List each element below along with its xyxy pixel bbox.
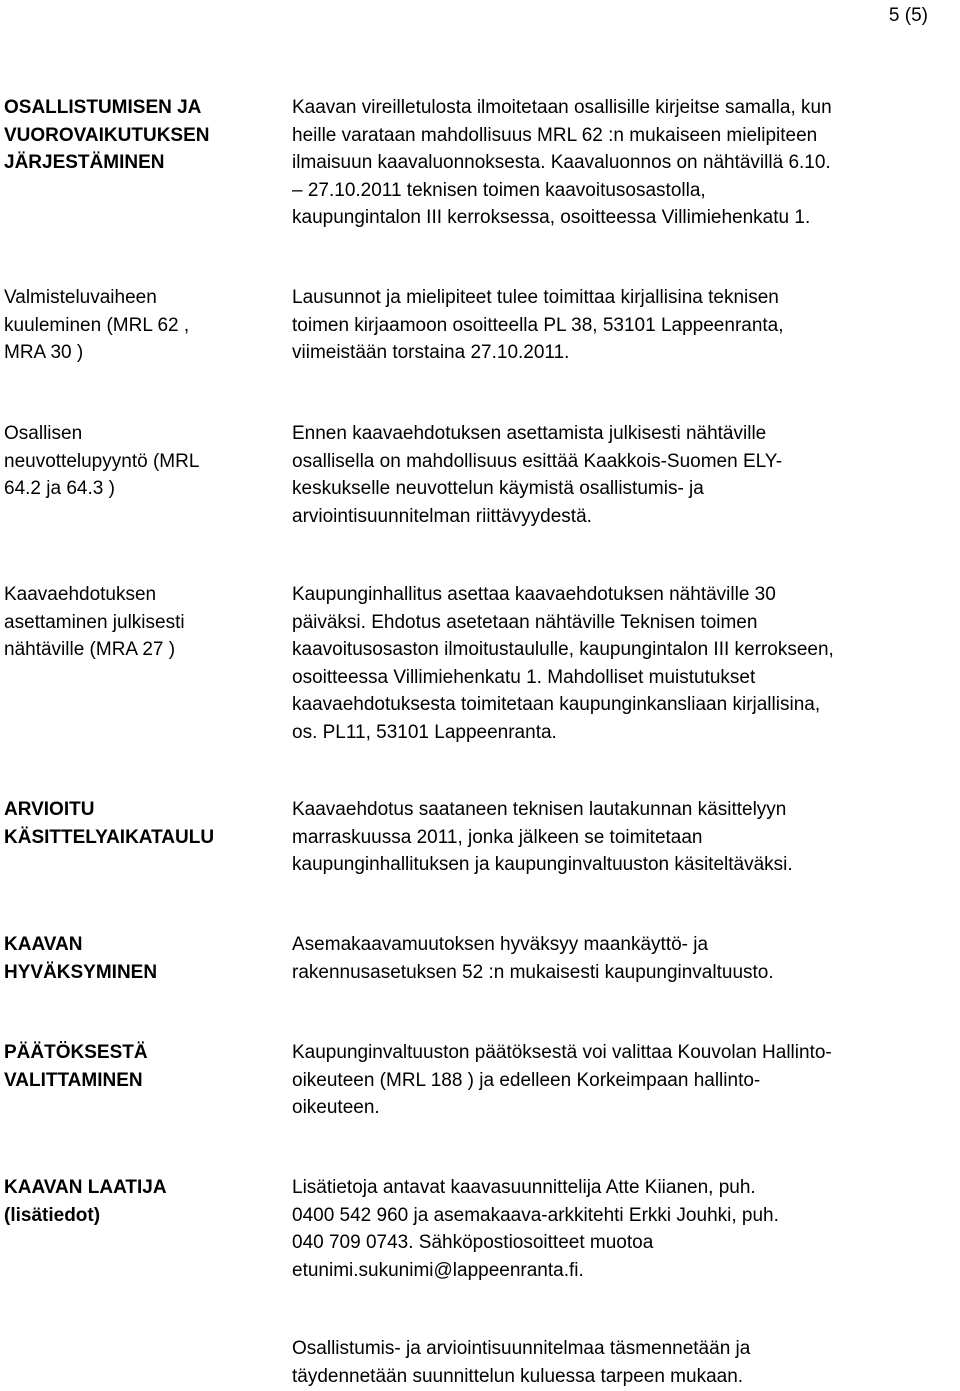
section-content: Kaavan vireilletulosta ilmoitetaan osallisille kirjeitse samalla, kun heille varataan mahdollisuus MRL 62 :n mukaiseen mielipiteen ilmaisuun kaavaluonnoksesta. Kaavaluonnos on nähtävillä 6.10. – 27.10.2011 teknisen toimen kaavoitusosastolla, kaupungintalon III kerroksessa, osoitteessa Villimiehenkatu 1. — [292, 97, 832, 228]
page-number: 5 (5) — [888, 5, 928, 26]
section-label: Valmisteluvaiheen kuuleminen (MRL 62 , MRA 30 ) — [4, 287, 190, 363]
section-content: Kaupunginhallitus asettaa kaavaehdotuksen nähtäville 30 päiväksi. Ehdotus asetetaan nähtäville Teknisen toimen kaavoitusosaston ilmoitustaululle, kaupungintalon III kerrokseen, osoitteessa Villimiehenkatu 1. Mahdolliset muistutukset kaavaehdotuksesta toimitetaan kaupunginkansliaan kirjallisina, os. PL11, 53101 Lappeenranta. — [292, 584, 834, 743]
section-content: Kaupunginvaltuuston päätöksestä voi valittaa Kouvolan Hallinto- oikeuteen (MRL 188 ) ja edelleen Korkeimpaan hallinto- oikeuteen. — [292, 1042, 832, 1118]
section-content: Ennen kaavaehdotuksen asettamista julkisesti nähtäville osallisella on mahdollisuus esittää Kaakkois-Suomen ELY- keskukselle neuvottelun käymistä osallistumis- ja arviointisuunnitelman riittävyydestä. — [292, 423, 783, 527]
section-content: Asemakaavamuutoksen hyväksyy maankäyttö- ja rakennusasetuksen 52 :n mukaisesti kaupunginvaltuusto. — [292, 934, 774, 983]
section-label: ARVIOITU KÄSITTELYAIKATAULU — [4, 799, 215, 848]
closing-note-text: Osallistumis- ja arviointisuunnitelmaa täsmennetään ja täydennetään suunnittelun kuluessa tarpeen mukaan. — [292, 1338, 751, 1387]
section-content: Kaavaehdotus saataneen teknisen lautakunnan käsittelyyn marraskuussa 2011, jonka jälkeen se toimitetaan kaupunginhallituksen ja kaupunginvaltuuston käsiteltäväksi. — [292, 799, 793, 875]
section-label: OSALLISTUMISEN JA VUOROVAIKUTUKSEN JÄRJESTÄMINEN — [4, 97, 210, 173]
section-label: KAAVAN LAATIJA (lisätiedot) — [4, 1177, 167, 1226]
section-content: Lisätietoja antavat kaavasuunnittelija Atte Kiianen, puh. 0400 542 960 ja asemakaava-arkkitehti Erkki Jouhki, puh. 040 709 0743. Sähköpostiosoitteet muotoa etunimi.sukunimi@lappeenranta.fi. — [292, 1177, 779, 1281]
section-label: Osallisen neuvottelupyyntö (MRL 64.2 ja 64.3 ) — [4, 423, 200, 499]
section-label: PÄÄTÖKSESTÄ VALITTAMINEN — [4, 1042, 148, 1091]
section-label: KAAVAN HYVÄKSYMINEN — [4, 934, 158, 983]
section-content: Lausunnot ja mielipiteet tulee toimittaa kirjallisina teknisen toimen kirjaamoon osoitteella PL 38, 53101 Lappeenranta, viimeistään torstaina 27.10.2011. — [292, 287, 784, 363]
section-label: Kaavaehdotuksen asettaminen julkisesti nähtäville (MRA 27 ) — [4, 584, 185, 660]
